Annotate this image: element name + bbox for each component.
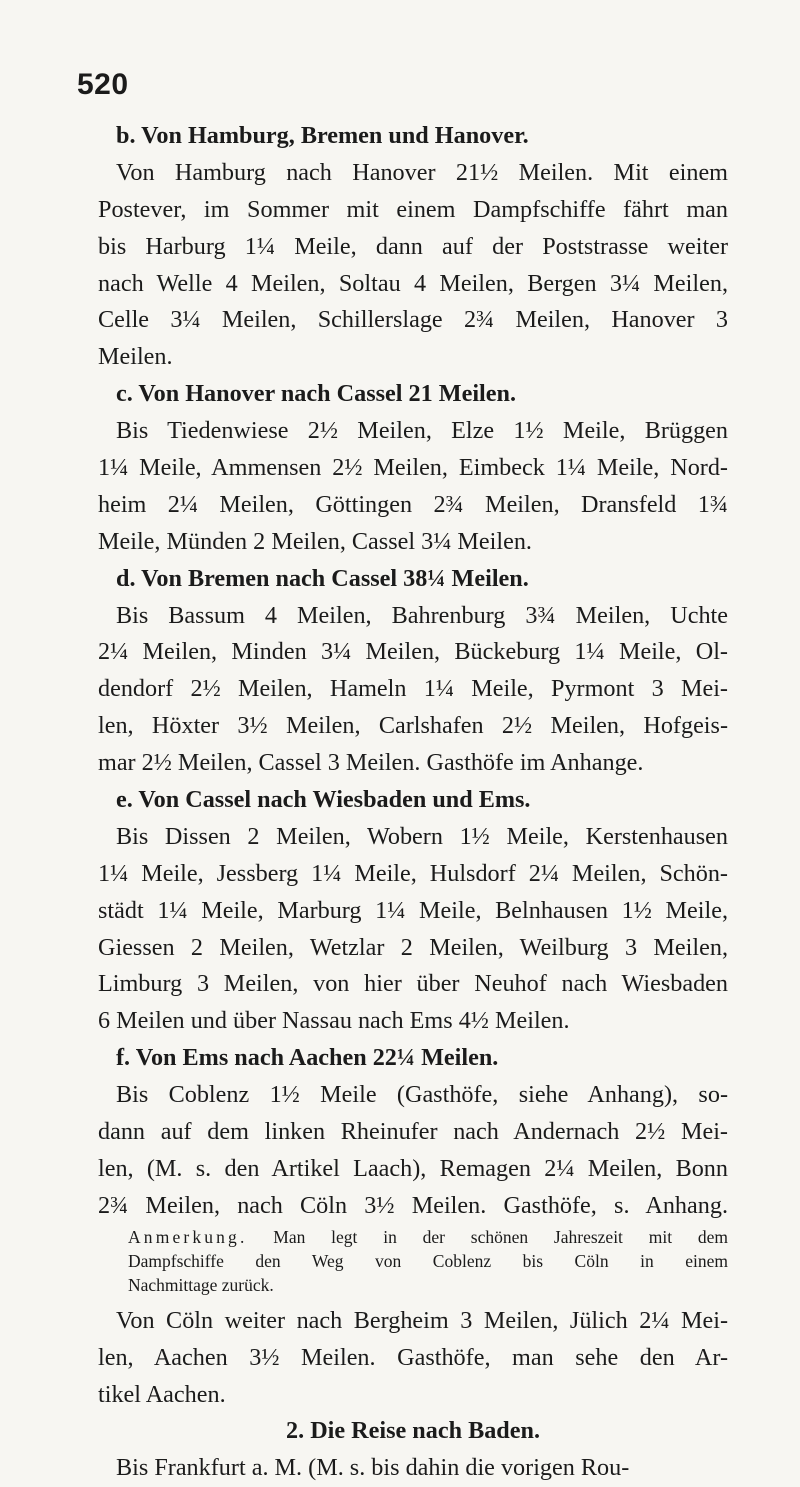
note-line-2: Dampfschiffe den Weg von Coblenz bis Cöln in einem — [128, 1250, 728, 1271]
note-text-1: Man legt in der schönen Jahreszeit mit dem — [273, 1226, 728, 1247]
text-line: Bis Tiedenwiese 2½ Meilen, Elze 1½ Meile, Brüggen — [116, 417, 728, 445]
note-line-3: Nachmittage zurück. — [128, 1274, 274, 1295]
text-line: Meilen. — [98, 343, 173, 371]
text-line: Bis Bassum 4 Meilen, Bahrenburg 3¾ Meilen, Uchte — [116, 601, 728, 629]
section-heading: b. Von Hamburg, Bremen und Hanover. — [116, 122, 529, 149]
text-line: len, Höxter 3½ Meilen, Carlshafen 2½ Meilen, Hofgeis- — [98, 712, 728, 740]
text-line: 2¼ Meilen, Minden 3¼ Meilen, Bückeburg 1¼ Meile, Ol- — [98, 638, 728, 666]
text-line: 2¾ Meilen, nach Cöln 3½ Meilen. Gasthöfe, s. Anhang. — [98, 1191, 728, 1219]
text-line: städt 1¼ Meile, Marburg 1¼ Meile, Belnhausen 1½ Meile, — [98, 896, 728, 924]
text-line: len, Aachen 3½ Meilen. Gasthöfe, man sehe den Ar- — [98, 1343, 728, 1371]
text-line: Von Hamburg nach Hanover 21½ Meilen. Mit einem — [116, 158, 728, 186]
tail-text-block — [98, 1303, 728, 1487]
text-line: Meile, Münden 2 Meilen, Cassel 3¼ Meilen. — [98, 527, 532, 555]
text-line: heim 2¼ Meilen, Göttingen 2¾ Meilen, Dransfeld 1¾ — [98, 490, 728, 518]
text-line: len, (M. s. den Artikel Laach), Remagen 2¼ Meilen, Bonn — [98, 1154, 728, 1182]
text-line: Limburg 3 Meilen, von hier über Neuhof nach Wiesbaden — [98, 970, 728, 998]
text-line: 6 Meilen und über Nassau nach Ems 4½ Meilen. — [98, 1007, 570, 1035]
text-line: 1¼ Meile, Jessberg 1¼ Meile, Hulsdorf 2¼ Meilen, Schön- — [98, 859, 728, 887]
note-line-1 — [98, 1225, 728, 1249]
main-text-block — [98, 118, 728, 1225]
section-heading: c. Von Hanover nach Cassel 21 Meilen. — [116, 380, 517, 408]
text-line: Celle 3¼ Meilen, Schillerslage 2¾ Meilen, Hanover 3 — [98, 306, 728, 334]
section-heading: 2. Die Reise nach Baden. — [286, 1417, 540, 1445]
text-line: dann auf dem linken Rheinufer nach Andernach 2½ Mei- — [98, 1118, 728, 1146]
section-heading: d. Von Bremen nach Cassel 38¼ Meilen. — [116, 564, 529, 592]
page-number: 520 — [77, 68, 129, 101]
text-line: bis Harburg 1¼ Meile, dann auf der Poststrasse weiter — [98, 232, 728, 260]
text-line: Bis Frankfurt a. M. (M. s. bis dahin die vorigen Rou- — [116, 1454, 630, 1482]
section-heading: e. Von Cassel nach Wiesbaden und Ems. — [116, 786, 531, 814]
text-line: Bis Coblenz 1½ Meile (Gasthöfe, siehe Anhang), so- — [116, 1081, 728, 1109]
text-line: 1¼ Meile, Ammensen 2½ Meilen, Eimbeck 1¼ Meile, Nord- — [98, 454, 728, 482]
text-line: mar 2½ Meilen, Cassel 3 Meilen. Gasthöfe im Anhange. — [98, 749, 644, 777]
text-line: Giessen 2 Meilen, Wetzlar 2 Meilen, Weilburg 3 Meilen, — [98, 933, 728, 961]
text-line: dendorf 2½ Meilen, Hameln 1¼ Meile, Pyrmont 3 Mei- — [98, 675, 728, 703]
text-line: Postever, im Sommer mit einem Dampfschiffe fährt man — [98, 195, 728, 223]
page-text — [98, 118, 728, 1487]
note-label: Anmerkung. — [128, 1226, 248, 1247]
text-line: tikel Aachen. — [98, 1380, 226, 1408]
text-line: Von Cöln weiter nach Bergheim 3 Meilen, Jülich 2¼ Mei- — [116, 1306, 728, 1334]
text-line: Bis Dissen 2 Meilen, Wobern 1½ Meile, Kerstenhausen — [116, 822, 728, 850]
text-line: nach Welle 4 Meilen, Soltau 4 Meilen, Bergen 3¼ Meilen, — [98, 269, 728, 297]
section-heading: f. Von Ems nach Aachen 22¼ Meilen. — [116, 1044, 499, 1072]
